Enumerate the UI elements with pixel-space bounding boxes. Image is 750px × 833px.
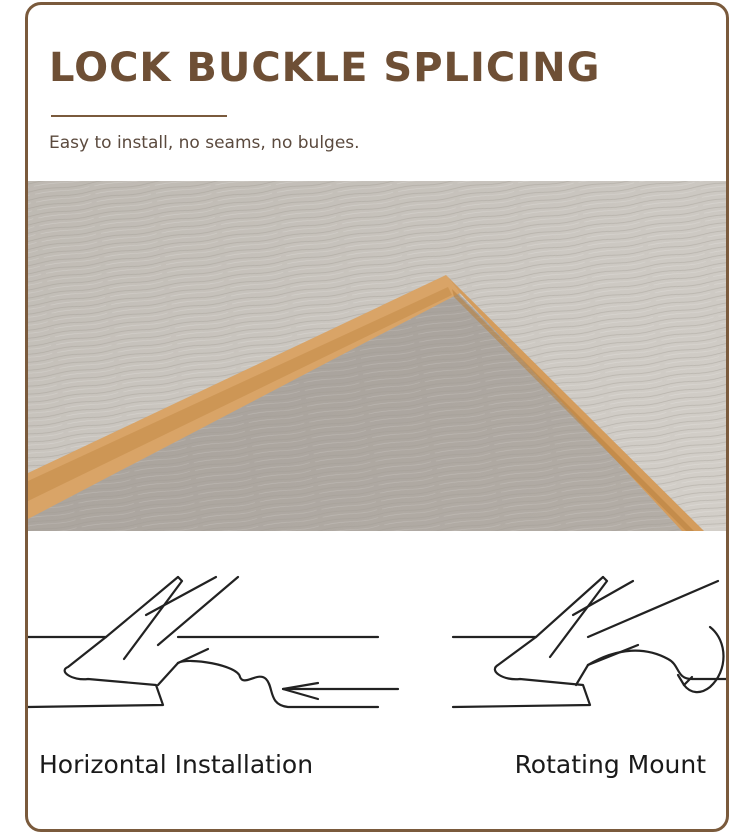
horizontal-install-illustration	[28, 577, 398, 707]
flooring-photo	[28, 181, 726, 531]
caption-horizontal-installation: Horizontal Installation	[39, 750, 314, 779]
page-subtitle: Easy to install, no seams, no bulges.	[49, 133, 360, 153]
title-underline	[51, 115, 227, 117]
installation-diagram	[28, 567, 726, 742]
feature-card	[25, 2, 729, 832]
page-title: LOCK BUCKLE SPLICING	[49, 45, 601, 91]
rotating-mount-illustration	[453, 577, 726, 707]
caption-rotating-mount: Rotating Mount	[514, 750, 706, 779]
